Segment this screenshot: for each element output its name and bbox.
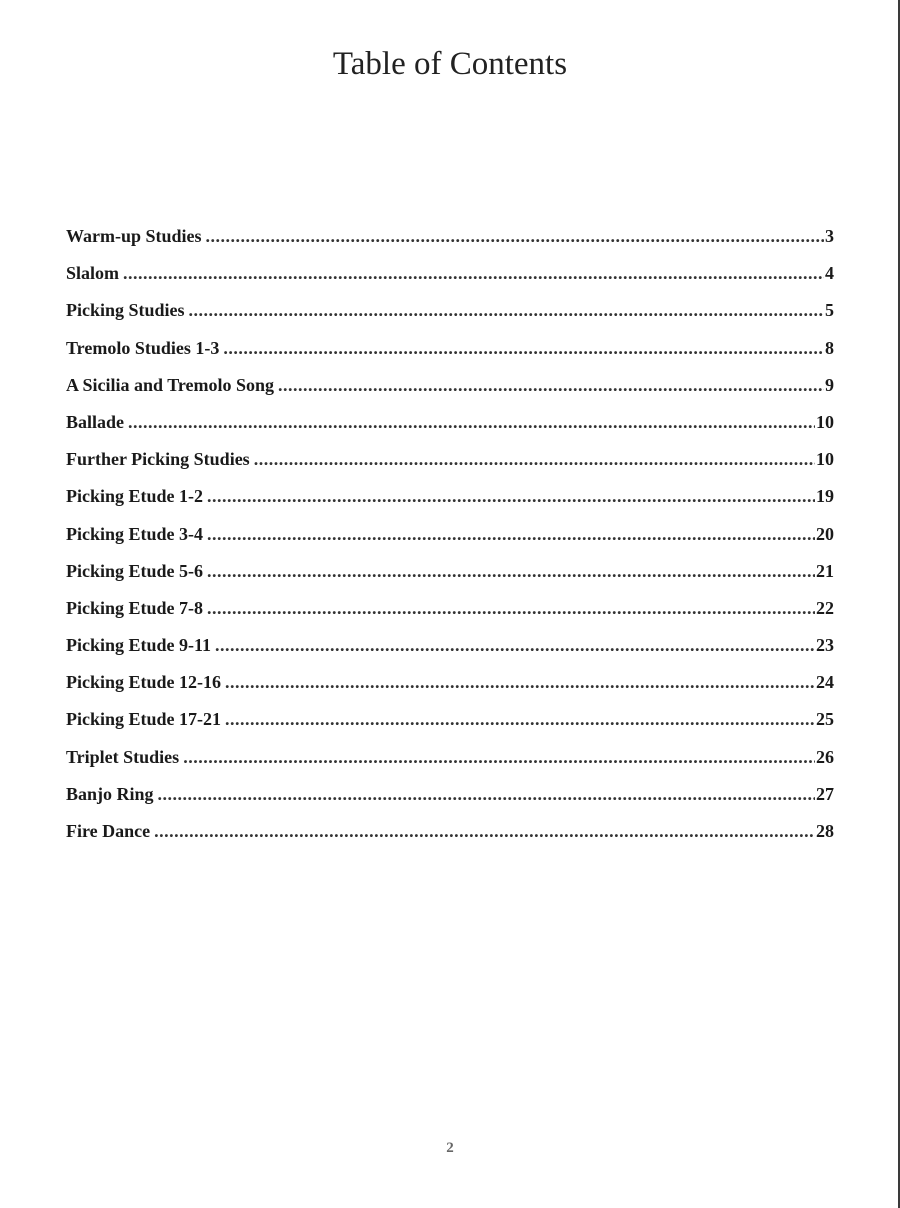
toc-entry-page: 3 (825, 226, 834, 246)
toc-entry-page: 21 (816, 560, 834, 581)
toc-entry-page: 20 (816, 523, 834, 544)
toc-dot-leader (128, 412, 815, 433)
toc-entry-title: A Sicilia and Tremolo Song (66, 374, 275, 395)
toc-entry[interactable] (66, 375, 834, 412)
toc-dot-leader (223, 338, 824, 359)
toc-entry[interactable] (66, 226, 834, 263)
toc-entry-page: 4 (825, 263, 834, 284)
toc-entry-title: Further Picking Studies (66, 449, 250, 470)
toc-entry[interactable] (66, 338, 834, 375)
toc-entry[interactable] (66, 784, 834, 821)
toc-dot-leader (225, 709, 815, 730)
toc-entry-title: Picking Etude 5-6 (66, 560, 204, 581)
toc-entry-page: 10 (816, 411, 834, 432)
toc-dot-leader (123, 263, 824, 284)
toc-dot-leader (278, 375, 824, 396)
toc-entry[interactable] (66, 300, 834, 337)
toc-entry-page: 27 (816, 783, 834, 804)
toc-entry-title: Picking Etude 17-21 (66, 709, 222, 730)
toc-entry-page: 9 (825, 374, 834, 395)
toc-entry-page: 8 (825, 337, 834, 358)
toc-entry[interactable] (66, 561, 834, 598)
toc-entry-page: 28 (816, 821, 834, 841)
toc-entry[interactable] (66, 821, 834, 858)
toc-entry-title: Picking Etude 9-11 (66, 635, 212, 656)
page-number: 2 (446, 1140, 454, 1156)
toc-dot-leader (225, 672, 815, 693)
toc-entry-title: Picking Studies (66, 300, 185, 321)
toc-entry-title: Picking Etude 12-16 (66, 672, 222, 693)
toc-entry-title: Slalom (66, 263, 120, 284)
toc-dot-leader (207, 524, 815, 545)
toc-entry[interactable] (66, 449, 834, 486)
toc-entry-title: Fire Dance (66, 821, 151, 841)
toc-entry[interactable] (66, 598, 834, 635)
toc-entry-page: 5 (825, 300, 834, 321)
toc-entry-title: Picking Etude 3-4 (66, 523, 204, 544)
toc-entry-page: 22 (816, 597, 834, 618)
toc-entry[interactable] (66, 747, 834, 784)
toc-entry-title: Picking Etude 1-2 (66, 486, 204, 507)
toc-dot-leader (207, 598, 815, 619)
toc-entry[interactable] (66, 709, 834, 746)
toc-entry-title: Warm-up Studies (66, 226, 202, 246)
toc-dot-leader (215, 635, 815, 656)
toc-dot-leader (207, 561, 815, 582)
toc-dot-leader (154, 821, 815, 842)
toc-dot-leader (207, 486, 815, 507)
toc-entry-page: 10 (816, 449, 834, 470)
toc-dot-leader (206, 226, 824, 247)
toc-entry-title: Banjo Ring (66, 783, 154, 804)
toc-entry[interactable] (66, 486, 834, 523)
toc-entry-page: 26 (816, 746, 834, 767)
toc-entry-page: 25 (816, 709, 834, 730)
toc-entry-title: Ballade (66, 411, 125, 432)
page-title: Table of Contents (332, 46, 568, 82)
toc-entry[interactable] (66, 635, 834, 672)
toc-entry[interactable] (66, 524, 834, 561)
toc-entry-title: Picking Etude 7-8 (66, 597, 204, 618)
toc-dot-leader (189, 300, 824, 321)
toc-entry-page: 24 (816, 672, 834, 693)
toc-entry-page: 19 (816, 486, 834, 507)
toc-entry-title: Triplet Studies (66, 746, 180, 767)
toc-entry[interactable] (66, 263, 834, 300)
toc-entry[interactable] (66, 672, 834, 709)
toc-dot-leader (183, 747, 815, 768)
toc-entry-page: 23 (816, 635, 834, 656)
toc-dot-leader (254, 449, 815, 470)
toc-entry-title: Tremolo Studies 1-3 (66, 337, 220, 358)
toc-entry[interactable] (66, 412, 834, 449)
table-of-contents (66, 226, 834, 858)
toc-dot-leader (158, 784, 815, 805)
